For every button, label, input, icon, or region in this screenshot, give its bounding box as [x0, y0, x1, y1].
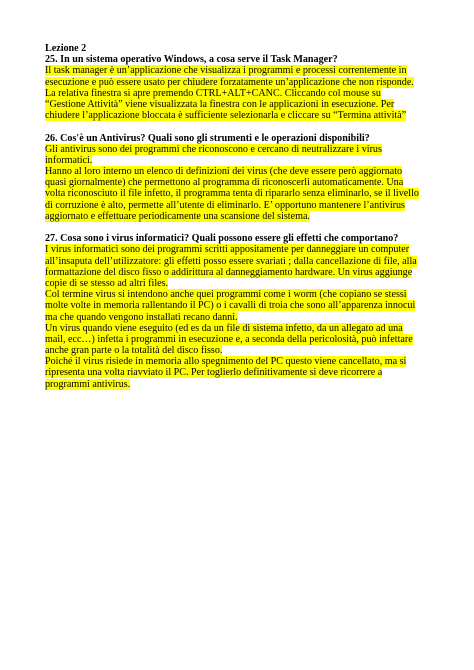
answer-line: Il task manager è un’applicazione che visualizza i programmi e processi correntemente in: [45, 65, 407, 77]
answer-line: volta riconosciuto il file infetto, il programma tenta di ripararlo senza eliminarlo, se il livello: [45, 188, 419, 200]
question-heading: 27. Cosa sono i virus informatici? Quali possono essere gli effetti che comportano?: [45, 233, 399, 245]
answer-line: quasi giornalmente) che permettono al programma di riconoscerli automaticamente. Una: [45, 177, 404, 189]
answer-line: molte volte in memoria rallentando il PC) o i cavalli di troia che sono all’apparenza innocui: [45, 300, 416, 312]
answer-line: Un virus quando viene eseguito (ed es da un file di sistema infetto, da un allegato ad una: [45, 322, 403, 334]
question-heading: 25. In un sistema operativo Windows, a cosa serve il Task Manager?: [45, 54, 338, 66]
document-body: [45, 43, 445, 390]
answer-line: informatici.: [45, 154, 93, 166]
answer-line: copie di se stesso ad altri files.: [45, 277, 169, 289]
answer-line: “Gestione Attività” viene visualizzata la finestra con le applicazioni in esecuzione. Per: [45, 98, 395, 110]
section-antivirus: [45, 133, 445, 223]
question-heading: 26. Cos'è un Antivirus? Quali sono gli strumenti e le operazioni disponibili?: [45, 132, 370, 144]
answer-line: chiudere l’applicazione bloccata è sufficiente selezionarla e cliccare su “Termina attività”: [45, 110, 407, 122]
answer-line: ma che quando vengono installati recano danni.: [45, 311, 238, 323]
answer-line: ripresenta una volta riavviato il PC. Per toglierlo definitivamente si deve ricorrere a: [45, 367, 383, 379]
answer-line: esecuzione e può essere usato per chiudere forzatamente un’applicazione che non risponde.: [45, 76, 414, 88]
answer-line: formattazione del disco fisso o addirittura al danneggiamento hardware. Un virus aggiunge: [45, 266, 413, 278]
answer-line: programmi antivirus.: [45, 378, 131, 390]
section-virus: [45, 233, 445, 390]
answer-line: mail, ecc…) infetta i programmi in esecuzione e, a seconda della pericolosità, può infettare: [45, 333, 413, 345]
lesson-title: Lezione 2: [45, 43, 87, 54]
answer-line: Poiché il virus risiede in memoria allo spegnimento del PC questo viene cancellato, ma si: [45, 356, 407, 368]
answer-line: di corruzione è alto, permette all’utente di eliminarlo. E’ opportuno mantenere l’antivirus: [45, 199, 405, 211]
answer-line: I virus informatici sono dei programmi scritti appositamente per danneggiare un computer: [45, 244, 410, 256]
answer-line: La relativa finestra si apre premendo CTRL+ALT+CANC. Cliccando col mouse su: [45, 87, 381, 99]
answer-line: aggiornato e effettuare periodicamente una scansione del sistema.: [45, 210, 310, 222]
answer-line: all’insaputa dell’utilizzatore: gli effetti posso essere svariati ; dalla cancellazione di file, alla: [45, 255, 417, 267]
answer-line: Hanno al loro interno un elenco di definizioni dei virus (che deve essere però aggiornato: [45, 166, 403, 178]
answer-line: Gli antivirus sono dei programmi che riconoscono e cercano di neutralizzare i virus: [45, 143, 382, 155]
answer-line: Col termine virus si intendono anche quei programmi come i worm (che copiano se stessi: [45, 289, 407, 301]
section-task-manager: [45, 54, 445, 121]
answer-line: anche gran parte o la totalità del disco fisso.: [45, 345, 223, 357]
